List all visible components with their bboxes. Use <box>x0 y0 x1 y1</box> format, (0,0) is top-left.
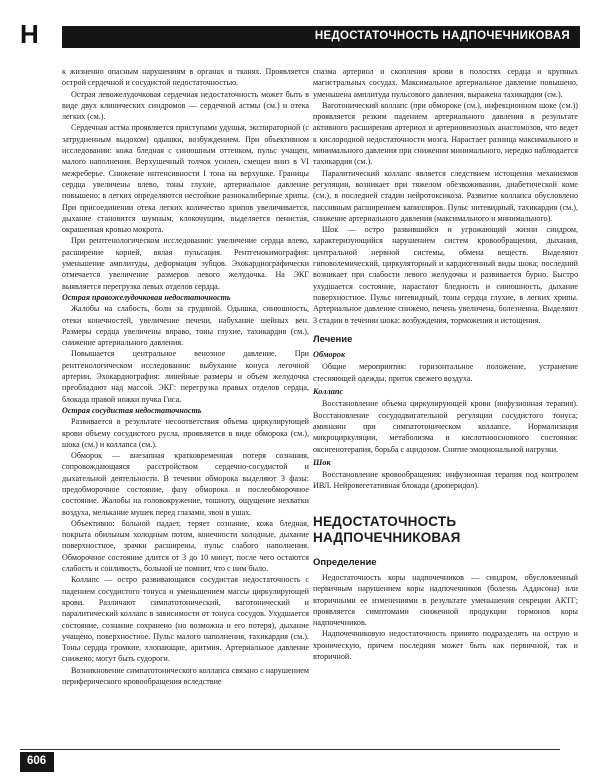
paragraph: Надпочечниковую недостаточность принято подразделять на острую и хроническую, причем последняя может быть как первичной, так и вторичной. <box>313 629 578 662</box>
paragraph: Развивается в результате несоответствия объема циркулирующей крови объему сосудистого русла, проявляется в виде обморока (см.), шока (см.) и коллапса (см.). <box>62 417 309 449</box>
subheading-shock: Шок <box>313 457 331 467</box>
running-title: НЕДОСТАТОЧНОСТЬ НАДПОЧЕЧНИКОВАЯ <box>314 30 570 42</box>
paragraph: Объективно: больной падает, теряет сознание, кожа бледная, покрыта обильным холодным потом, конечности холодные, дыхание поверхностное, зрачки расширены, пульс слабого наполнения. Обморочное состояние длится от 3 до 10 минут, после чего остаются слабость и сонливость, больной не помнит, что с ним было. <box>62 518 309 574</box>
article-title <box>313 514 578 547</box>
footer-rule <box>20 749 560 750</box>
paragraph: Ваготонический коллапс (при обмороке (см.), инфекционном шоке (см.)) проявляется резким падением артериального давления в результате активного расширения артериол и артериовенозных анастомозов, что ведет к кислородной недостаточности мозга. Нарастает разница максимального и минимального давления при снижении минимального, нередко наблюдается тахикардия (см.). <box>313 100 578 167</box>
article-title-line: НАДПОЧЕЧНИКОВАЯ <box>313 530 461 546</box>
paragraph: Недостаточность коры надпочечников — синдром, обусловленный первичным нарушением коры надпочечников (болезнь Аддисона) или вторичными ее изменениями в результате уменьшения секреции АКТГ; проявляется симптомами сниженной продукции гормонов коры надпочечников. <box>313 572 578 628</box>
paragraph: спазма артериол и скопления крови в полостях сердца и крупных магистральных сосудах. Максимальное артериальное давление повышено, уменьшена амплитуда пульсового давления, выражена тахикардия (см.). <box>313 67 578 99</box>
paragraph: Шок — остро развившийся и угрожающий жизни синдром, характеризующийся нарушением систем кровообращения, дыхания, центральной нервной системы, обмена веществ. Выделяют гиповолемический, циркуляторный и кардиогенный виды шока; последний возникает при слабости левого желудочка и развивается бурно. Быстро ухудшается состояние, нарастают бледность и синюшность, дыхание поверхностное. Пульс нитевидный, тоны сердца глухие, в легких хрипы. Артериальное давление снижено, печень увеличена, болезненна. Выделяют 3 стадии в течении шока: возбуждения, торможения и истощения. <box>313 225 578 325</box>
paragraph: Возникновение симпатотонического коллапса связано с нарушением периферического кровообращения вследствие <box>62 665 309 687</box>
paragraph: Коллапс — остро развивающаяся сосудистая недостаточность с падением сосудистого тонуса и уменьшением массы циркулирующей крови. Различают симпатотонический, ваготонический и паралитический коллапс в зависимости от тонуса сосудов. Ухудшается состояние, сознание сохранено (но возможна и его потеря), дыхание учащено, поверхностное. Пульс малого наполнения, тахикардия (см.). Тоны сердца громкие, хлопающие, аритмия. Артериальное давление снижено; могут быть судороги. <box>62 575 309 664</box>
paragraph: Общие мероприятия: горизонтальное положение, устранение стесняющей одежды, приток свежего воздуха. <box>313 362 578 383</box>
right-column <box>313 66 578 662</box>
paragraph: Острая левожелудочковая сердечная недостаточность может быть в виде двух клинических синдромов — сердечной астмы (см.) и отека легких (см.). <box>62 89 309 122</box>
paragraph: Сердечная астма проявляется приступами удушья, экспираторной (с затрудненным выдохом) одышки, возбуждением. При объективном исследовании: кожа бледная с синюшным оттенком, пульс учащен, малого наполнения. Верхушечный толчок усилен, смещен вниз в VI межреберье. Снижение интенсивности I тона на верхушке. Границы сердца увеличены влево, тоны глухие, артериальное давление повышено; в легких определяются нестойкие разнокалиберные хрипы. При присоединении отека легких количество хрипов увеличивается, дыхание становится шумным, клокочущим, выделяется пенистая, окрашенная кровью мокрота. <box>62 123 309 235</box>
section-letter: Н <box>20 17 56 51</box>
subheading-faint: Обморок <box>313 350 346 360</box>
article-title-line: НЕДОСТАТОЧНОСТЬ <box>313 513 457 529</box>
paragraph: При рентгенологическом исследовании: увеличение сердца влево, расширение корней, вялая пульсация. Рентгенокимография: уменьшение амплитуды, деформация зубцов. Эхокардиографически отмечается увеличение размеров левого желудочка. На ЭКГ выявляется перегрузка левых отделов сердца. <box>62 236 309 291</box>
subheading-collapse: Коллапс <box>313 387 344 397</box>
page-number: 606 <box>27 755 47 767</box>
paragraph: Восстановление кровообращения: инфузионная терапия под контролем ИВЛ. Нейровегетативная блокада (дроперидол). <box>313 470 578 491</box>
paragraph: Обморок — внезапная кратковременная потеря сознания, сопровождающаяся расстройством сердечно-сосудистой и дыхательной деятельности. В течении обморока выделяют 3 фазы: предобморочное состояние, фазу обморока и послеобморочное состояние. Жалобы на головокружение, тошноту, ощущение нехватки воздуха, мелькание мушек перед глазами, звон в ушах. <box>62 451 309 517</box>
paragraph: к жизненно опасным нарушениям в органах и тканях. Проявляется острой сердечной и сосудистой недостаточностью. <box>62 67 309 88</box>
subheading-right-ventricular: Острая правожелудочковая недостаточность <box>62 292 231 302</box>
paragraph: Повышается центральное венозное давление. При рентгенологическом исследовании: выбухание конуса легочной артерии. Эхокардиография: линейные размеры и объем желудочка преобладают над массой. ЭКГ: перегрузка правых отделов сердца, блокада правой ножки пучка Гиса. <box>62 349 309 404</box>
heading-definition: Определение <box>313 556 377 568</box>
heading-treatment: Лечение <box>313 333 353 345</box>
subheading-vascular: Острая сосудистая недостаточность <box>62 405 202 415</box>
paragraph: Паралитический коллапс является следствием истощения механизмов регуляции, возникает при тяжелом обезвоживании, диабетической коме (см.), в последней стадии нейротоксикоза. Развитие коллапса обусловлено пассивным расширением капилляров. Пульс нитевидный, тахикардия (см.), снижение артериального давления (максимального и минимального). <box>313 168 578 223</box>
left-column <box>62 66 309 687</box>
paragraph: Восстановление объема циркулирующей крови (инфузионная терапия). Восстановление сосудодвигательной регуляции сосудистого тонуса; аминазин при симпатотоническом коллапсе. Нормализация микроциркуляции, метаболизма и кислотноосновного состояния: оксигенотерапия, борьба с ацидозом. Снятие эмоциональной нагрузки. <box>313 399 578 454</box>
paragraph: Жалобы на слабость, боли за грудиной. Одышка, синюшность, отеки конечностей, увеличение печени, набухание шейных вен. Размеры сердца увеличены вправо, тоны глухие, тахикардия (см.), снижение артериального давления. <box>62 304 309 348</box>
